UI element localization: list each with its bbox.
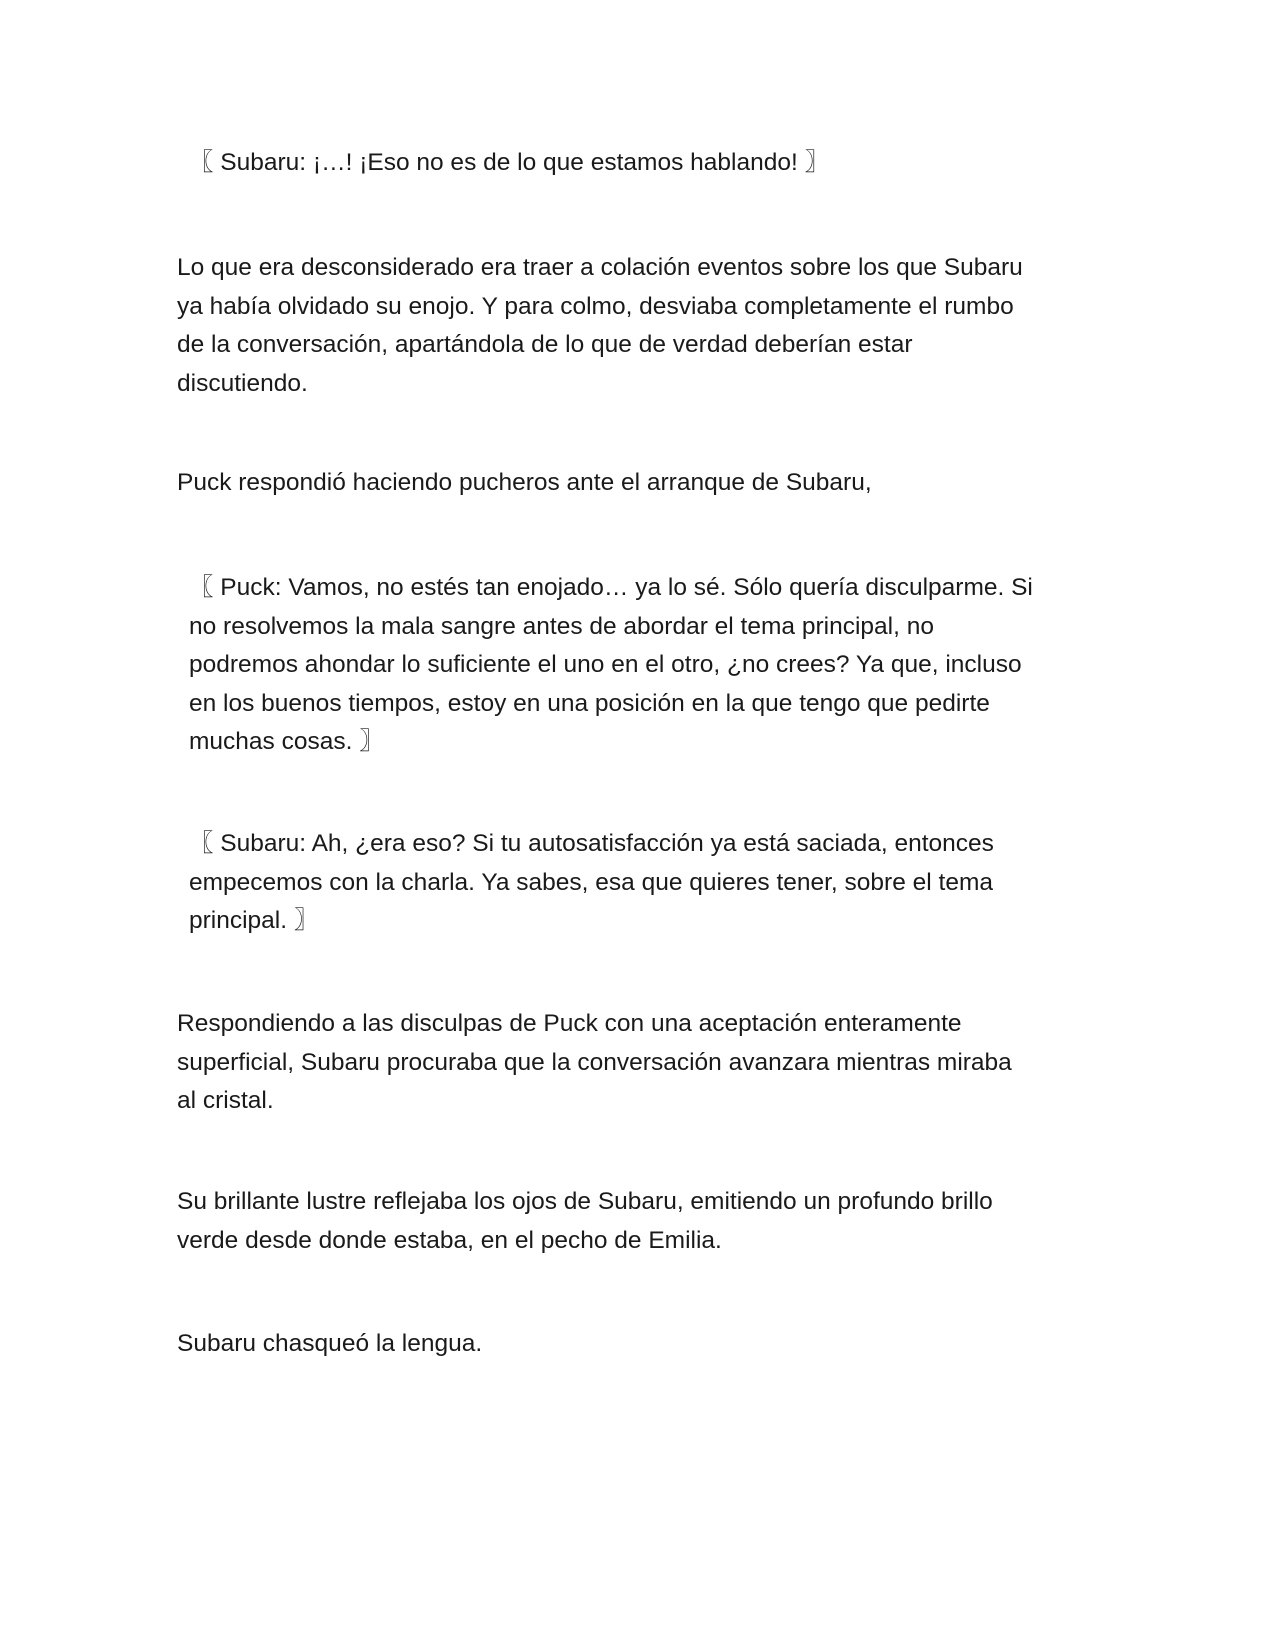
text-line: de la conversación, apartándola de lo que de verdad deberían estar xyxy=(177,331,913,358)
dialogue-puck xyxy=(177,569,1097,762)
text-line: podremos ahondar lo suficiente el uno en el otro, ¿no crees? Ya que, incluso xyxy=(189,651,1022,678)
text-line: empecemos con la charla. Ya sabes, esa que quieres tener, sobre el tema xyxy=(189,868,993,896)
text-line: 〖 Subaru: Ah, ¿era eso? Si tu autosatisfacción ya está saciada, entonces xyxy=(189,830,994,857)
text-line: principal. 〗 xyxy=(189,907,319,934)
text-line: Lo que era desconsiderado era traer a colación eventos sobre los que Subaru xyxy=(177,254,1023,281)
dialogue-subaru-2 xyxy=(177,825,1097,941)
text-line: superficial, Subaru procuraba que la conversación avanzara mientras miraba xyxy=(177,1048,1012,1076)
dialogue-subaru-1 xyxy=(177,144,1097,183)
text-line: Subaru chasqueó la lengua. xyxy=(177,1330,483,1357)
text-line: Respondiendo a las disculpas de Puck con una aceptación enteramente xyxy=(177,1010,962,1037)
text-line: 〖 Subaru: ¡…! ¡Eso no es de lo que estamos hablando! 〗 xyxy=(189,149,830,176)
narration-paragraph-2 xyxy=(177,464,1097,503)
narration-paragraph-5 xyxy=(177,1325,1097,1364)
text-line: Puck respondió haciendo pucheros ante el arranque de Subaru, xyxy=(177,469,872,496)
text-line: discutiendo. xyxy=(177,369,308,397)
text-line: no resolvemos la mala sangre antes de abordar el tema principal, no xyxy=(189,612,934,640)
text-line: verde desde donde estaba, en el pecho de Emilia. xyxy=(177,1226,722,1254)
narration-paragraph-1 xyxy=(177,249,1097,403)
text-line: en los buenos tiempos, estoy en una posición en la que tengo que pedirte xyxy=(189,689,990,717)
text-line: 〖 Puck: Vamos, no estés tan enojado… ya lo sé. Sólo quería disculparme. Si xyxy=(189,574,1033,601)
text-line: muchas cosas. 〗 xyxy=(189,728,384,755)
text-line: al cristal. xyxy=(177,1087,274,1114)
text-line: ya había olvidado su enojo. Y para colmo, desviaba completamente el rumbo xyxy=(177,292,1014,320)
narration-paragraph-4 xyxy=(177,1183,1097,1260)
narration-paragraph-3 xyxy=(177,1005,1097,1121)
text-line: Su brillante lustre reflejaba los ojos de Subaru, emitiendo un profundo brillo xyxy=(177,1188,993,1215)
